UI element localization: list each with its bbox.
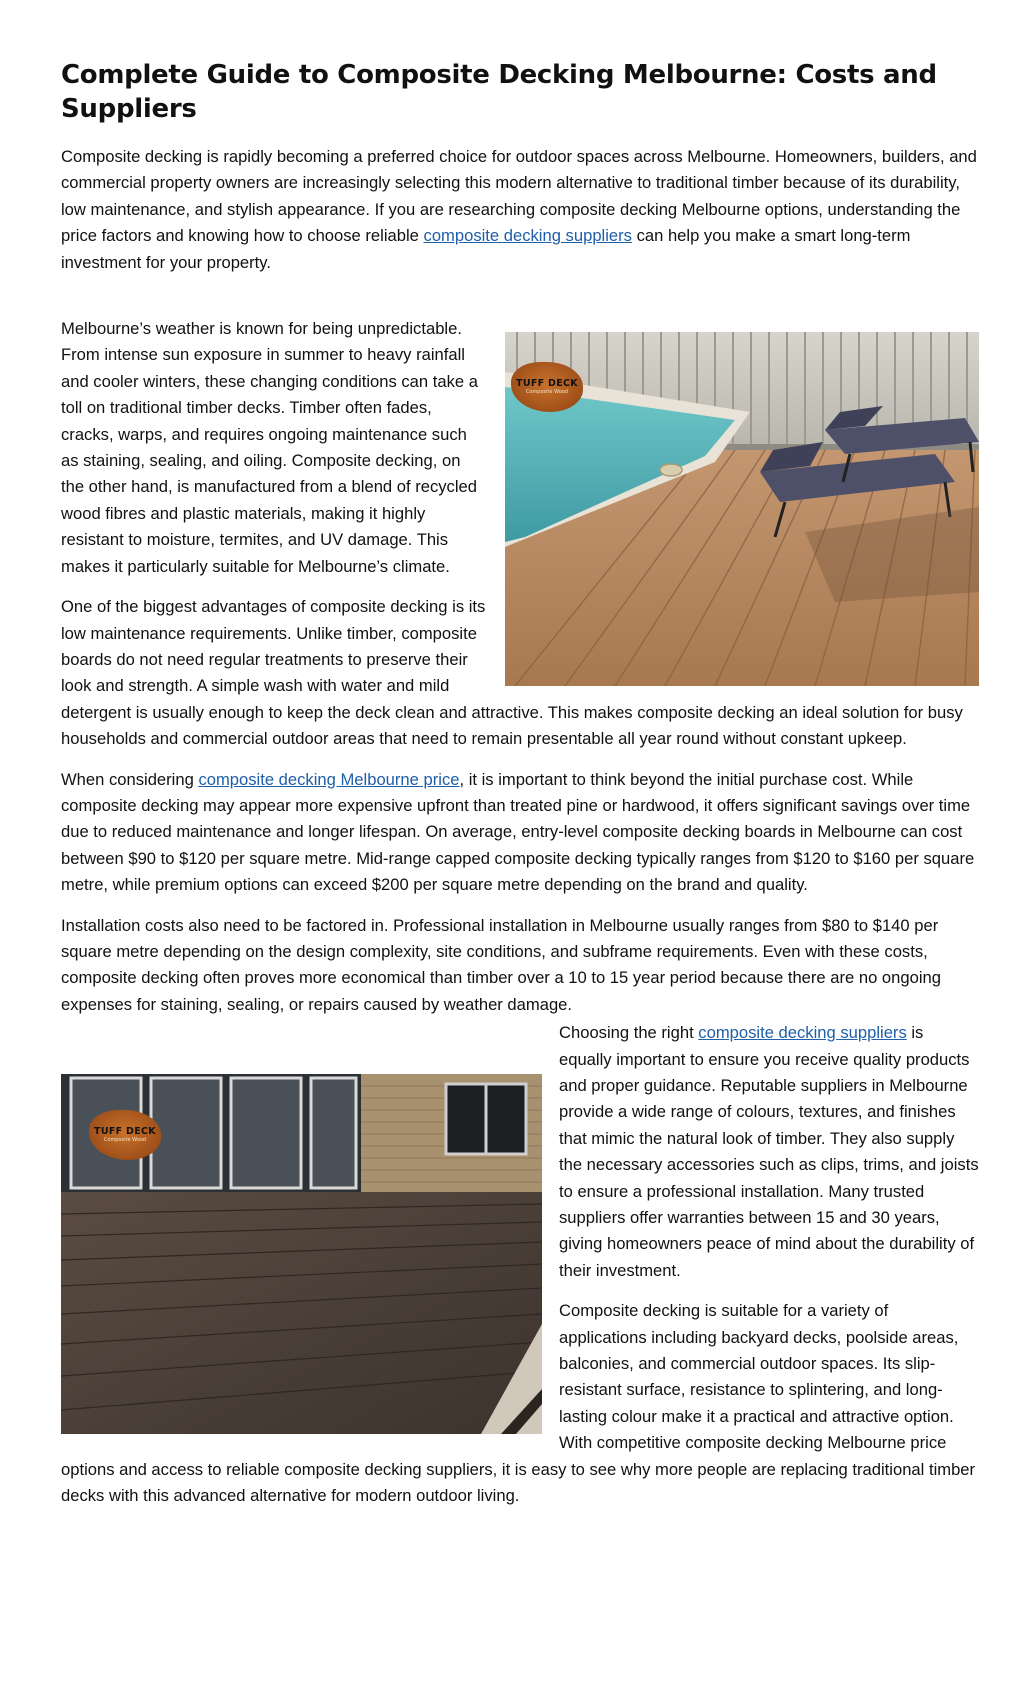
composite-decking-suppliers-link-2[interactable]: composite decking suppliers xyxy=(698,1023,907,1043)
composite-decking-suppliers-link[interactable]: composite decking suppliers xyxy=(423,226,632,246)
installation-paragraph: Installation costs also need to be factored in. Professional installation in Melbourne usually ranges from $80 to $140 per square metre depending on the design complexity, site conditions, and subframe requirements. Even with these costs, composite decking often proves more economical than timber over a 10 to 15 year period because there are no ongoing expenses for staining, sealing, or repairs caused by weather damage. xyxy=(61,915,941,1014)
page-title: Complete Guide to Composite Decking Melbourne: Costs and Suppliers xyxy=(61,60,937,124)
logo-subtext-dark: Composite Wood xyxy=(103,1136,147,1143)
intro-text-start: Composite decking is rapidly becoming a preferred choice for outdoor spaces across Melbourne. Homeowners, builders, and commercial property owners are increasingly selecting this modern alternative to traditional timber because of its durability, low maintenance, and stylish appearance. If you are researching composite decking Melbourne options, understanding the price factors and knowing how to choose reliable xyxy=(61,147,977,246)
price-text-end: , it is important to think beyond the initial purchase cost. While composite decking may appear more expensive upfront than treated pine or hardwood, it offers significant savings over time due to reduced maintenance and longer lifespan. On average, entry-level composite decking boards in Melbourne can cost between $90 to $120 per square metre. Mid-range capped composite decking typically ranges from $120 to $160 per square metre, while premium options can exceed $200 per square metre depending on the brand and quality. xyxy=(61,769,975,895)
logo-subtext: Composite Wood xyxy=(525,388,569,395)
section-suppliers xyxy=(61,1020,979,1523)
weather-paragraph: Melbourne’s weather is known for being unpredictable. From intense sun exposure in summer to heavy rainfall and cooler winters, these changing conditions can take a toll on traditional timber decks. Timber often fades, cracks, warps, and requires ongoing maintenance such as staining, sealing, and oiling. Composite decking, on the other hand, is manufactured from a blend of recycled wood fibres and plastic materials, making it highly resistant to moisture, termites, and UV damage. This makes it particularly suitable for Melbourne’s climate. xyxy=(61,319,478,576)
suppliers-text-end: is equally important to ensure you receive quality products and proper guidance. Reputable suppliers in Melbourne provide a wide range of colours, textures, and finishes that mimic the natural look of timber. They also supply the necessary accessories such as clips, trims, and joists to ensure a professional installation. Many trusted suppliers offer warranties between 15 and 30 years, giving homeowners peace of mind about the durability of their investment. xyxy=(559,1023,979,1280)
section-weather xyxy=(61,316,979,767)
price-text-start: When considering xyxy=(61,769,199,789)
applications-paragraph: Composite decking is suitable for a variety of applications including backyard decks, poolside areas, balconies, and commercial outdoor spaces. Its slip-resistant surface, resistance to splintering, and long-lasting colour make it a practical and attractive option. With competitive composite decking Melbourne price options and access to reliable composite decking suppliers, it is easy to see why more people are replacing traditional timber decks with this advanced alternative for modern outdoor living. xyxy=(61,1301,976,1506)
suppliers-text-start: Choosing the right xyxy=(559,1023,699,1043)
article xyxy=(61,58,979,1514)
maintenance-paragraph: One of the biggest advantages of composite decking is its low maintenance requirements. Unlike timber, composite boards do not need regular treatments to preserve their look and strength. A simple wash with water and mild detergent is usually enough to keep the deck clean and attractive. This makes composite decking an ideal solution for busy households and commercial outdoor areas that need to remain presentable all year round without constant upkeep. xyxy=(61,597,963,749)
section-installation xyxy=(61,913,979,1019)
intro-text-end: can help you make a smart long-term investment for your property. xyxy=(61,226,911,272)
dark-deck-image xyxy=(61,1074,542,1434)
composite-decking-melbourne-price-link[interactable]: composite decking Melbourne price xyxy=(198,769,460,789)
price-paragraph xyxy=(61,767,979,899)
logo-text-dark: TUFF DECK xyxy=(94,1125,156,1137)
pool-deck-image xyxy=(505,332,979,686)
logo-text: TUFF DECK xyxy=(516,377,578,389)
intro-paragraph xyxy=(61,144,979,276)
